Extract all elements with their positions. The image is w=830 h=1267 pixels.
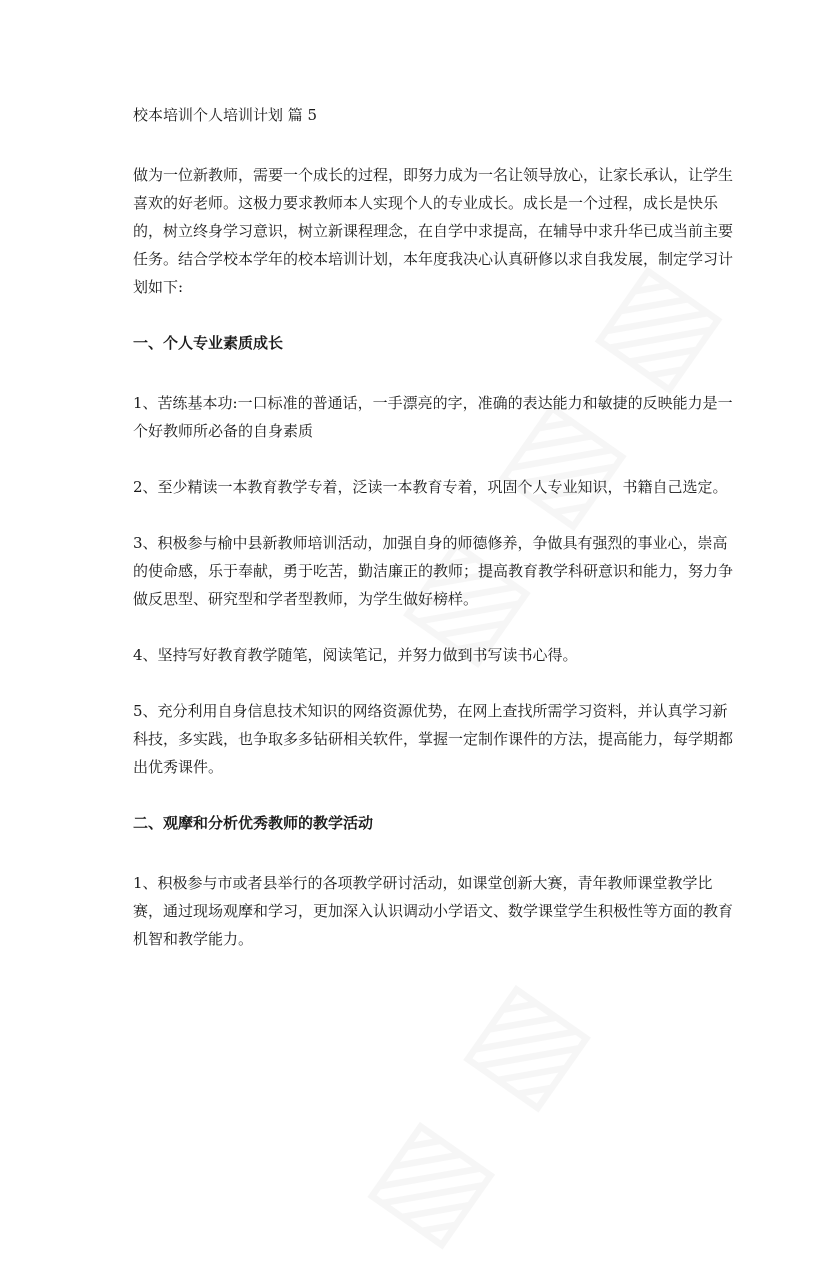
list-item: 4、坚持写好教育教学随笔，阅读笔记，并努力做到书写读书心得。: [133, 646, 578, 664]
list-item: 5、充分利用自身信息技术知识的网络资源优势，在网上查找所需学习资料，并认真学习新科技，多实践，也争取多多钻研相关软件，掌握一定制作课件的方法，提高能力，每学期都出优秀课件。: [133, 702, 734, 776]
section-heading-1: 一、个人专业素质成长: [133, 334, 284, 352]
watermark: [334, 952, 612, 1266]
list-item: 2、至少精读一本教育教学专着，泛读一本教育专着，巩固个人专业知识，书籍自己选定。: [133, 478, 728, 496]
list-item: 1、积极参与市或者县举行的各项教学研讨活动，如课堂创新大赛，青年教师课堂教学比赛，通过现场观摩和学习，更加深入认识调动小学语文、数学课堂学生积极性等方面的教育机智和教学能力。: [133, 874, 734, 948]
document-body: [133, 103, 733, 953]
document-title: 校本培训个人培训计划 篇 5: [133, 106, 318, 124]
intro-text: 做为一位新教师，需要一个成长的过程，即努力成为一名让领导放心，让家长承认，让学生喜欢的好老师。这极力要求教师本人实现个人的专业成长。成长是一个过程，成长是快乐的，树立终身学习意识，树立新课程理念，在自学中求提高，在辅导中求升华已成当前主要任务。结合学校本学年的校本培训计划，本年度我决心认真研修以求自我发展，制定学习计划如下:: [133, 166, 734, 296]
section-heading-2: 二、观摩和分析优秀教师的教学活动: [133, 814, 374, 832]
list-item: 3、积极参与榆中县新教师培训活动，加强自身的师德修养，争做具有强烈的事业心，崇高的使命感，乐于奉献，勇于吃苦，勤洁廉正的教师；提高教育教学科研意识和能力，努力争做反思型、研究型和学者型教师，为学生做好榜样。: [133, 534, 734, 608]
list-item: 1、苦练基本功:一口标准的普通话，一手漂亮的字，准确的表达能力和敏捷的反映能力是一个好教师所必备的自身素质: [133, 394, 733, 440]
